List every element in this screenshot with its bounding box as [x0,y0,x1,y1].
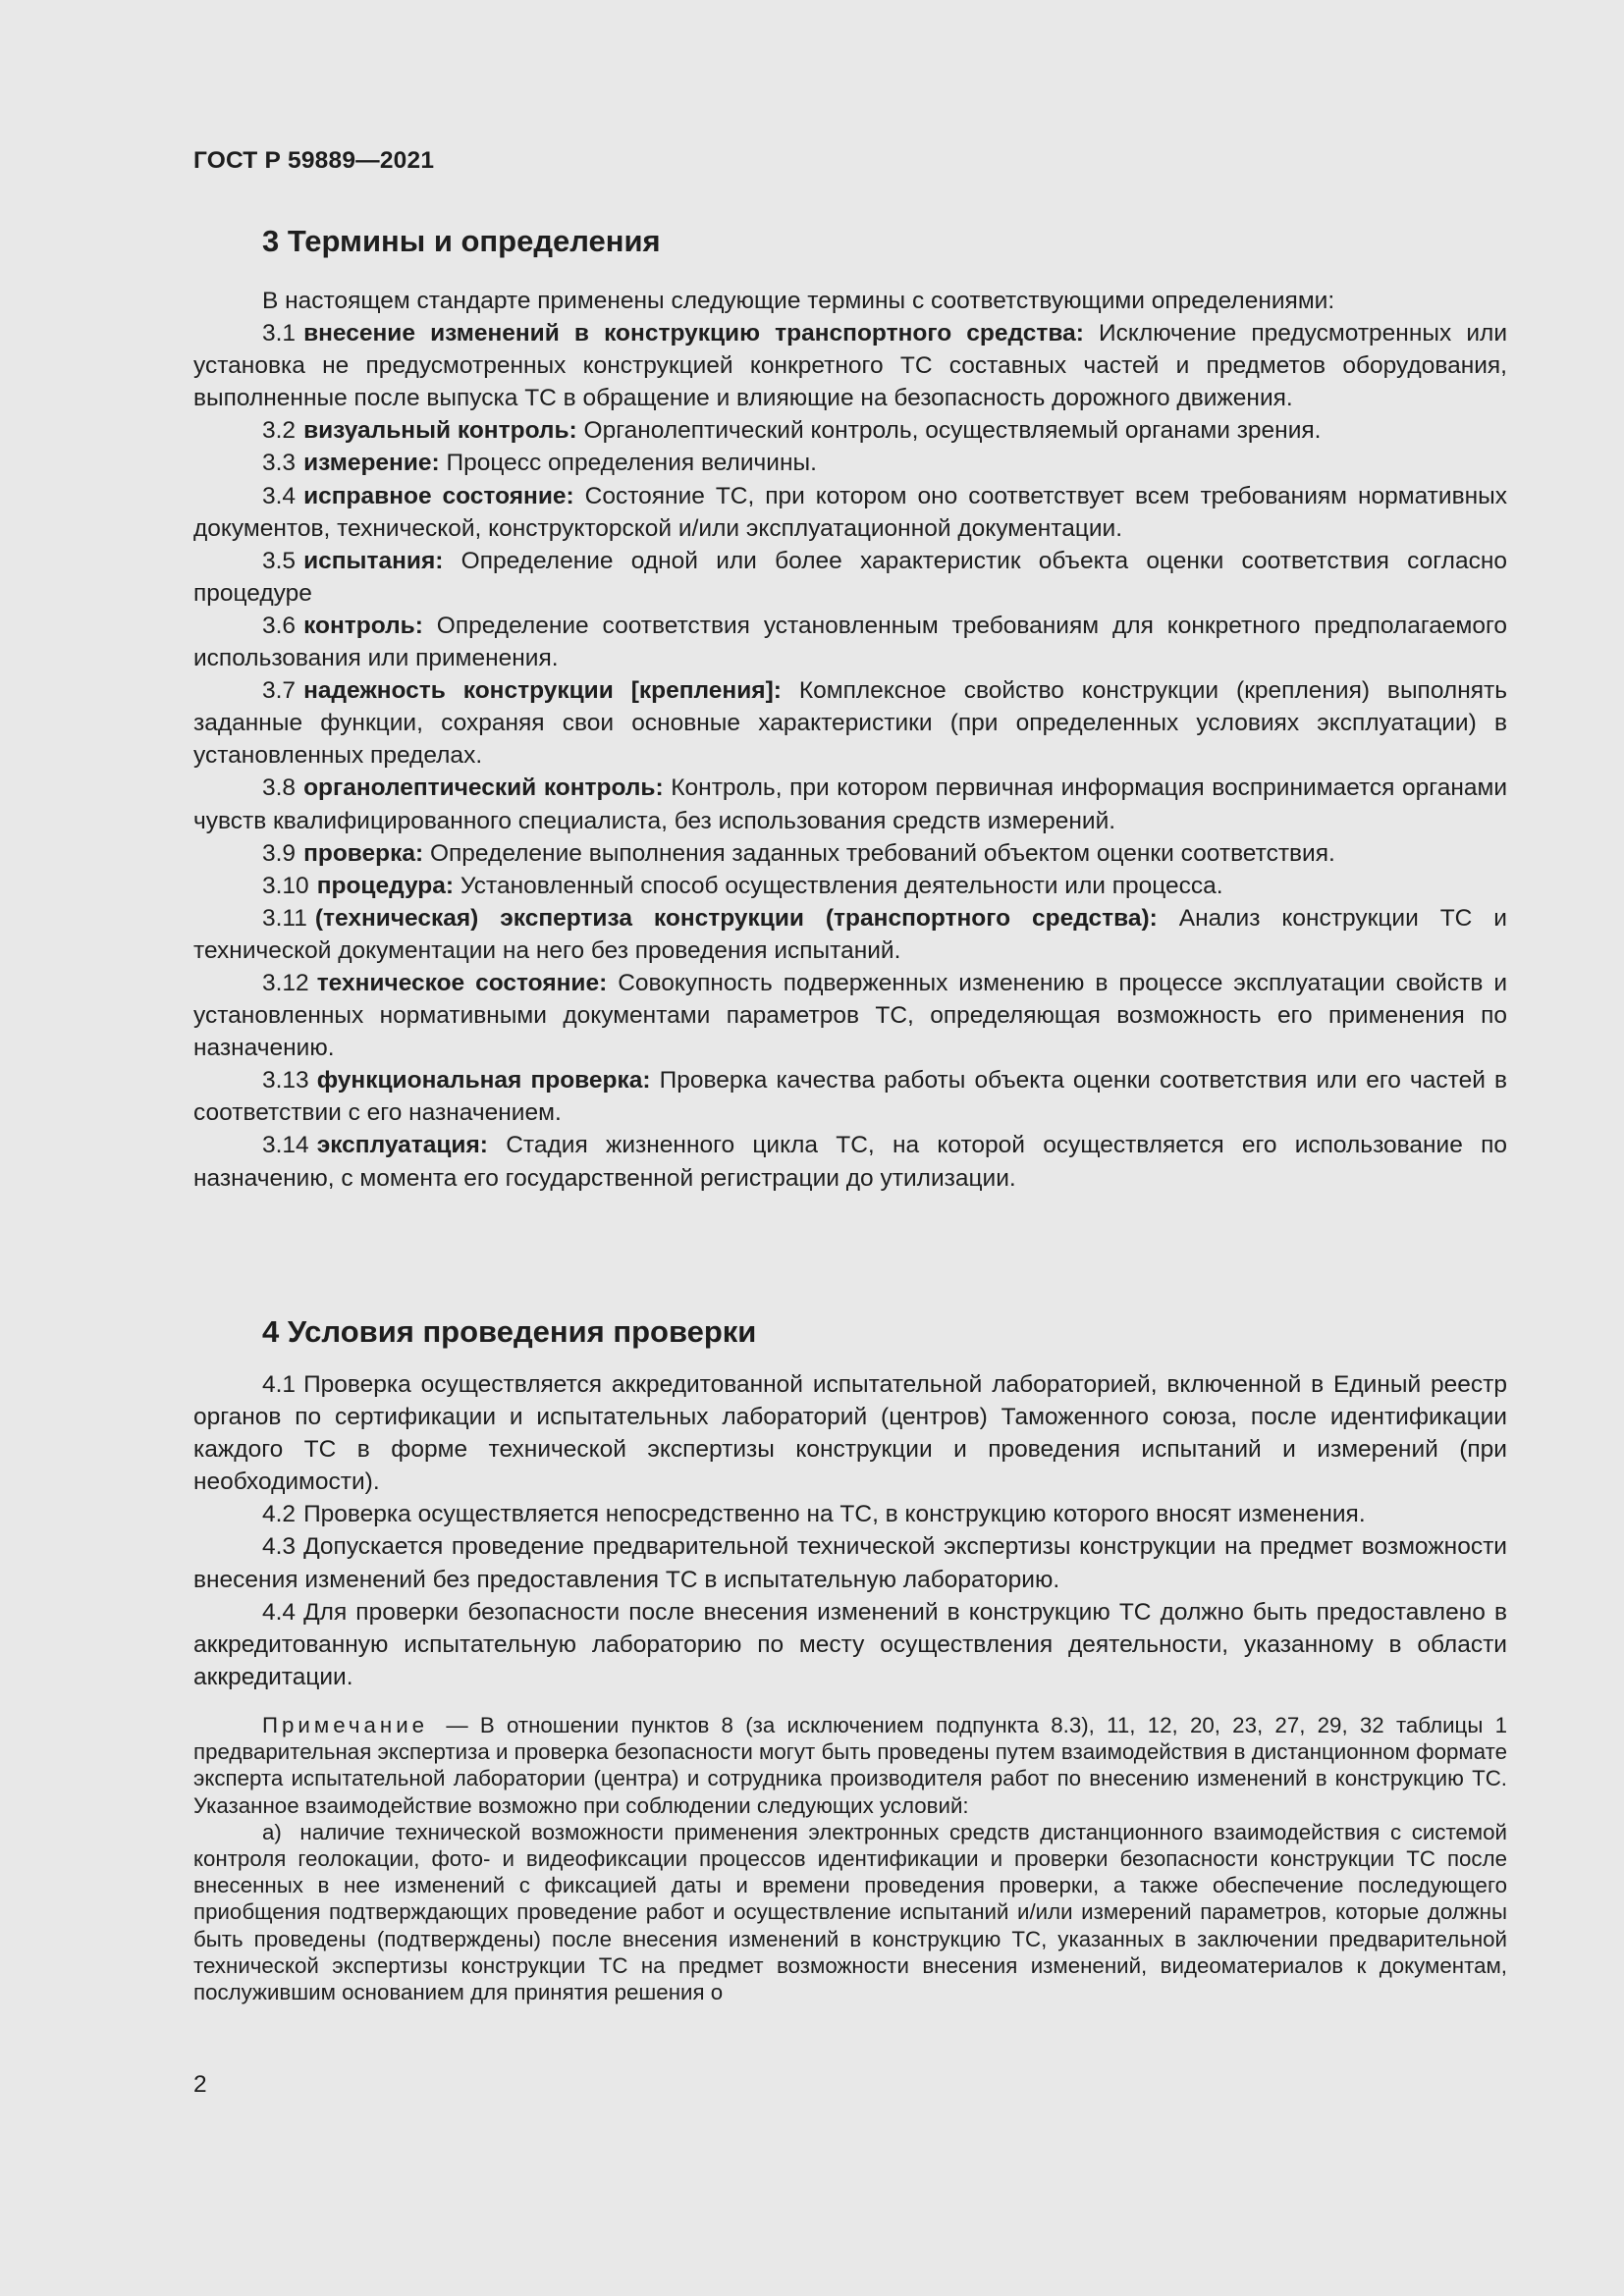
section-4-body [193,1368,1507,1693]
term-name: техническое состояние: [316,969,608,996]
term-definition: Процесс определения величины. [446,450,817,477]
clause-number: 4.2 [262,1501,297,1528]
term-number: 3.3 [262,450,297,477]
term-definition: Совокупность подверженных изменению в процессе эксплуатации свойств и установленных нормативными документами параметров ТС, определяющая возможность его применения по назначению. [193,969,1507,1062]
term-name: измерение: [303,450,440,477]
term-name: контроль: [303,612,423,639]
term-number: 3.2 [262,417,297,445]
term-number: 3.12 [262,969,309,996]
term-name: визуальный контроль: [303,417,577,445]
section-3-intro: В настоящем стандарте применены следующие термины с соответствующими определениями: [262,288,1335,314]
term-name: внесение изменений в конструкцию транспортного средства: [303,320,1084,347]
clause-item [193,1368,1507,1498]
term-number: 3.9 [262,839,297,867]
term-number: 3.14 [262,1132,309,1159]
term-number: 3.10 [262,872,309,899]
term-number: 3.5 [262,547,297,574]
term-number: 3.6 [262,612,297,639]
term-name: надежность конструкции [крепления]: [303,677,782,705]
term-number: 3.7 [262,677,297,705]
term-entry [193,317,1507,414]
term-entry [193,674,1507,772]
term-entry [193,610,1507,674]
clause-item [193,1596,1507,1693]
term-definition: Стадия жизненного цикла ТС, на которой осуществляется его использование по назначению, с момента его государственной регистрации до утилизации. [193,1132,1507,1192]
term-entry [193,772,1507,836]
clause-number: 4.1 [262,1371,297,1398]
term-name: функциональная проверка: [316,1067,651,1095]
section-3-title: 3 Термины и определения [262,224,661,258]
term-entry [193,480,1507,545]
note-paragraph [193,1712,1507,1819]
term-definition: Состояние ТС, при котором оно соответствует всем требованиям нормативных документов, технической, конструкторской и/или эксплуатационной документации. [193,482,1507,542]
clause-number: 4.3 [262,1533,297,1561]
term-name: процедура: [316,872,455,899]
clause-text: Допускается проведение предварительной технической экспертизы конструкции на предмет возможности внесения изменений без предоставления ТС в испытательную лабораторию. [193,1533,1507,1593]
term-name: проверка: [303,839,424,867]
term-entry [193,870,1507,902]
term-entry [193,1064,1507,1129]
term-name: эксплуатация: [316,1132,488,1159]
clause-number: 4.4 [262,1598,297,1626]
term-number: 3.8 [262,774,297,802]
term-definition: Проверка качества работы объекта оценки соответствия или его частей в соответствии с его назначением. [193,1067,1507,1127]
term-definition: Анализ конструкции ТС и технической документации на него без проведения испытаний. [193,904,1507,964]
term-entry [193,967,1507,1064]
term-entry [193,545,1507,610]
term-name: органолептический контроль: [303,774,664,802]
term-name: (техническая) экспертиза конструкции (транспортного средства): [314,904,1158,932]
clause-item [193,1498,1507,1530]
term-definition: Органолептический контроль, осуществляемый органами зрения. [583,417,1322,445]
term-definition: Определение соответствия установленным требованиям для конкретного предполагаемого использования или применения. [193,612,1508,672]
term-entry [193,837,1507,870]
term-definition: Определение выполнения заданных требований объектом оценки соответствия. [429,839,1335,867]
note-subitem-text: наличие технической возможности применения электронных средств дистанционного взаимодействия с системой контроля геолокации, фото- и видеофиксации процессов идентификации и проверки безопасности конструкции ТС после внесенных в нее изменений с фиксацией даты и времени проведения проверки, а также обеспечение последующего приобщения подтверждающих проведение работ и осуществление испытаний и/или измерений параметров, которые должны быть проведены (подтверждены) после внесения изменений в конструкцию ТС, указанных в заключении предварительной технической экспертизы конструкции ТС на предмет возможности внесения изменений, видеоматериалов к документам, послужившим основанием для принятия решения о [193,1819,1507,2005]
page-number: 2 [193,2071,207,2098]
term-entry [193,902,1507,967]
term-number: 3.4 [262,482,297,509]
term-name: исправное состояние: [303,482,574,509]
clause-text: Проверка осуществляется непосредственно на ТС, в конструкцию которого вносят изменения. [303,1501,1366,1528]
clause-text: Проверка осуществляется аккредитованной испытательной лабораторией, включенной в Единый реестр органов по сертификации и испытательных лабораторий (центров) Таможенного союза, после идентификации каждого ТС в форме технической экспертизы конструкции и проведения испытаний и измерений (при необходимости). [193,1371,1507,1496]
note-subitem [193,1819,1507,2005]
term-name: испытания: [303,547,444,574]
document-header: ГОСТ Р 59889—2021 [193,147,435,174]
term-entry [193,1129,1507,1194]
section-4-title: 4 Условия проведения проверки [262,1314,757,1349]
note-block [193,1712,1507,2005]
note-label: Примечание [262,1713,429,1737]
term-definition: Установленный способ осуществления деятельности или процесса. [460,872,1223,899]
term-definition: Контроль, при котором первичная информация воспринимается органами чувств квалифицированного специалиста, без использования средств измерений. [193,774,1508,834]
term-number: 3.1 [262,320,297,347]
clause-item [193,1530,1507,1595]
term-number: 3.13 [262,1067,309,1095]
term-definition: Исключение предусмотренных или установка не предусмотренных конструкцией конкретного ТС составных частей и предметов оборудования, выполненные после выпуска ТС в обращение и влияющие на безопасность дорожного движения. [193,320,1508,412]
section-3-body [193,285,1507,1195]
clause-text: Для проверки безопасности после внесения изменений в конструкцию ТС должно быть предоставлено в аккредитованную испытательную лабораторию по месту осуществления деятельности, указанному в области аккредитации. [193,1598,1507,1690]
note-text: — В отношении пунктов 8 (за исключением подпункта 8.3), 11, 12, 20, 23, 27, 29, 32 таблицы 1 предварительная экспертиза и проверка безопасности могут быть проведены путем взаимодействия в дистанционном формате эксперта испытательной лаборатории (центра) и сотрудника производителя работ по внесению изменений в конструкцию ТС. Указанное взаимодействие возможно при соблюдении следующих условий: [193,1713,1507,1818]
note-subitem-label: а) [262,1819,282,1844]
term-entry [193,447,1507,479]
term-entry [193,414,1507,447]
term-definition: Комплексное свойство конструкции (крепления) выполнять заданные функции, сохраняя свои основные характеристики (при определенных условиях эксплуатации) в установленных пределах. [193,677,1507,770]
term-number: 3.11 [262,904,307,932]
term-definition: Определение одной или более характеристик объекта оценки соответствия согласно процедуре [193,547,1507,607]
